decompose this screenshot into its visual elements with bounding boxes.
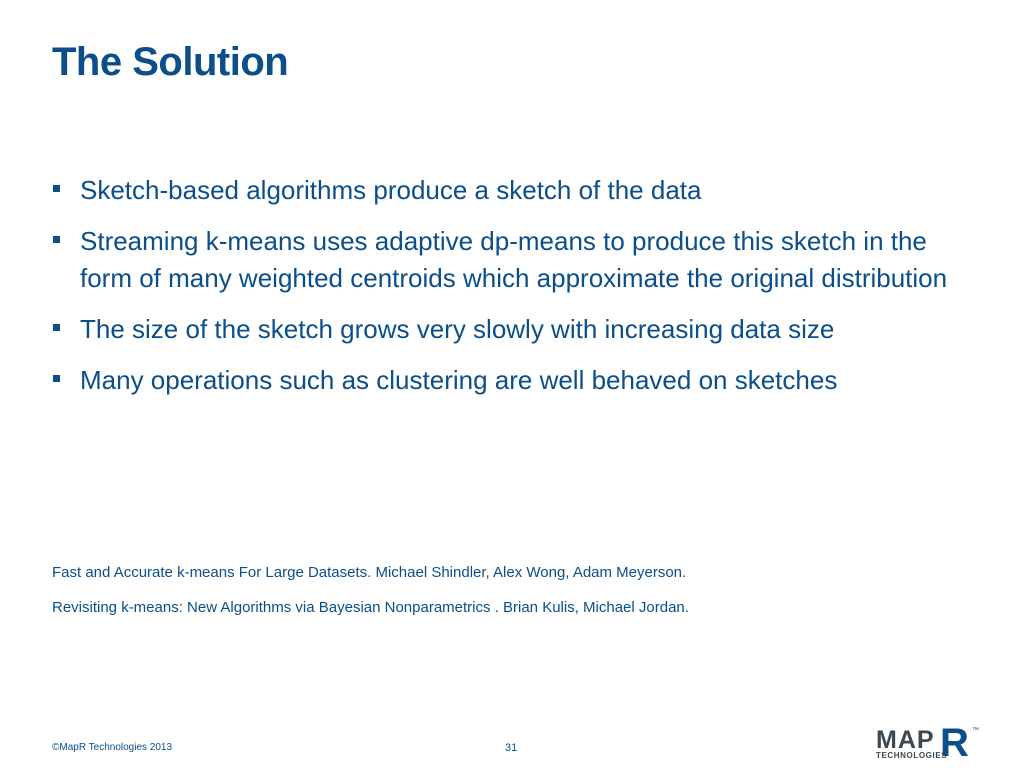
- slide-title: The Solution: [52, 40, 289, 84]
- bullet-item: [50, 223, 980, 297]
- bullet-text: Sketch-based algorithms produce a sketch of the data: [80, 175, 702, 205]
- reference-item: Revisiting k-means: New Algorithms via Bayesian Nonparametrics . Brian Kulis, Michael Jordan.: [52, 599, 689, 616]
- bullet-item: [50, 311, 980, 348]
- bullet-text: The size of the sketch grows very slowly with increasing data size: [80, 314, 835, 344]
- square-bullet-icon: [53, 375, 60, 382]
- footer-copyright: ©MapR Technologies 2013: [52, 742, 173, 753]
- page-number: 31: [505, 742, 518, 754]
- bullet-text: Many operations such as clustering are well behaved on sketches: [80, 365, 838, 395]
- square-bullet-icon: [53, 236, 60, 243]
- mapr-logo: [874, 722, 994, 762]
- bullet-item: [50, 362, 980, 399]
- reference-item: Fast and Accurate k-means For Large Datasets. Michael Shindler, Alex Wong, Adam Meyerson.: [52, 564, 687, 581]
- square-bullet-icon: [53, 324, 60, 331]
- square-bullet-icon: [53, 185, 60, 192]
- bullet-list: [50, 172, 980, 413]
- bullet-item: [50, 172, 980, 209]
- logo-trademark-text: ™: [972, 727, 979, 734]
- bullet-text: Streaming k-means uses adaptive dp-means to produce this sketch in the form of many weighted centroids which approximate the original distribution: [80, 226, 948, 293]
- logo-r-text: R: [940, 722, 969, 762]
- references: [52, 563, 982, 633]
- mapr-logo-graphic: [874, 722, 994, 762]
- logo-technologies-text: TECHNOLOGIES: [876, 751, 948, 760]
- logo-map-text: MAP: [876, 726, 935, 754]
